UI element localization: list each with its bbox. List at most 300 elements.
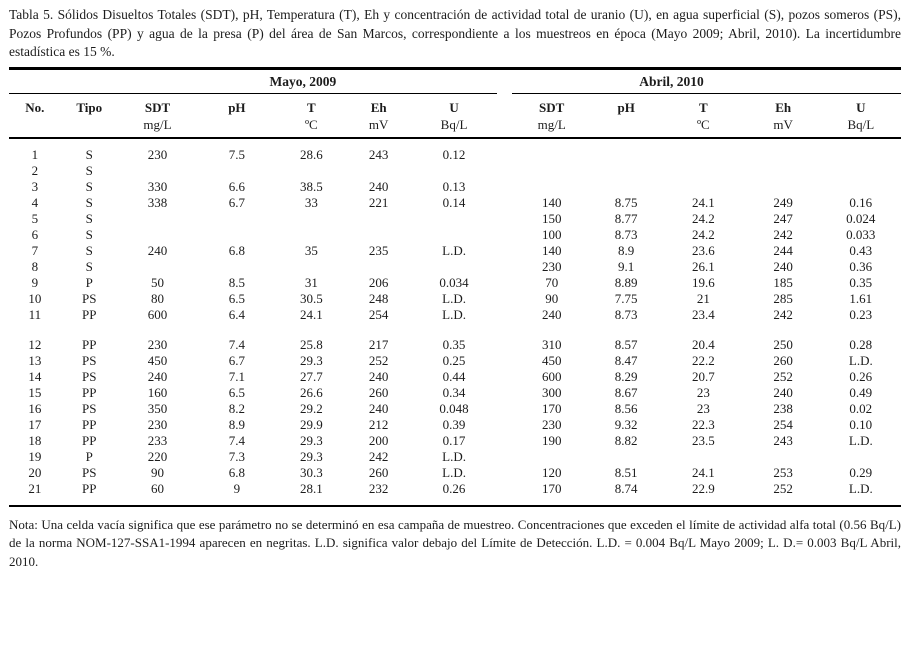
cell-tipo: PS	[82, 352, 97, 368]
cell-apr-sdt: 100	[541, 226, 562, 242]
cell-may-sdt: 350	[147, 400, 168, 416]
cell-may-ph: 6.6	[228, 178, 245, 194]
cell-may-t	[277, 211, 347, 227]
cell-may-eh	[346, 163, 411, 179]
cell-may-t: 29.9	[299, 416, 323, 432]
cell-apr-u: 1.61	[849, 290, 873, 306]
cell-may-t: 29.3	[299, 432, 323, 448]
cell-apr-u: L.D.	[848, 480, 873, 496]
cell-apr-t: 24.2	[691, 226, 715, 242]
col-unit: Bq/L	[847, 116, 875, 132]
col-unit	[9, 116, 61, 133]
cell-may-u: 0.12	[442, 146, 466, 162]
cell-may-u	[411, 259, 497, 275]
group-header-row	[9, 68, 901, 93]
cell-apr-t: 19.6	[691, 274, 715, 290]
cell-apr-t: 26.1	[691, 258, 715, 274]
cell-apr-u: 0.49	[849, 384, 873, 400]
table-row	[9, 163, 901, 179]
cell-tipo: PS	[82, 400, 97, 416]
col-header-apr-sdt	[512, 93, 591, 138]
cell-apr-sdt: 600	[541, 368, 562, 384]
cell-may-t: 35	[304, 242, 318, 258]
cell-apr-t: 20.4	[691, 336, 715, 352]
cell-apr-u	[821, 163, 901, 179]
col-label: Tipo	[76, 99, 103, 115]
cell-may-sdt: 233	[147, 432, 168, 448]
cell-no: 2	[31, 162, 39, 178]
cell-no: 3	[31, 178, 39, 194]
cell-apr-sdt: 170	[541, 480, 562, 496]
cell-may-eh: 240	[368, 400, 389, 416]
cell-tipo: S	[85, 178, 93, 194]
col-label: T	[698, 99, 708, 115]
cell-apr-sdt	[512, 163, 591, 179]
table-row	[9, 179, 901, 195]
cell-tipo: PP	[82, 480, 97, 496]
cell-apr-ph: 9.1	[618, 258, 635, 274]
cell-may-t: 33	[304, 194, 318, 210]
cell-may-eh: 254	[368, 306, 389, 322]
cell-apr-sdt	[512, 138, 591, 163]
cell-may-u	[411, 163, 497, 179]
col-header-gap	[497, 93, 512, 138]
cell-no: 14	[28, 368, 42, 384]
cell-may-sdt: 338	[147, 194, 168, 210]
cell-apr-t: 22.9	[691, 480, 715, 496]
col-label: pH	[228, 99, 246, 115]
table-row	[9, 323, 901, 353]
cell-apr-ph: 8.74	[614, 480, 638, 496]
cell-may-eh	[346, 227, 411, 243]
cell-gap	[497, 433, 512, 449]
cell-apr-eh	[746, 449, 821, 465]
col-header-apr-ph	[591, 93, 661, 138]
cell-apr-t: 22.3	[691, 416, 715, 432]
col-unit: ºC	[304, 116, 318, 132]
table-row	[9, 369, 901, 385]
cell-tipo: PP	[82, 336, 97, 352]
cell-may-ph: 8.5	[228, 274, 245, 290]
cell-may-sdt: 50	[151, 274, 164, 290]
col-header-may-t	[277, 93, 347, 138]
cell-apr-u: 0.43	[849, 242, 873, 258]
cell-apr-sdt: 450	[541, 352, 562, 368]
cell-apr-u: 0.26	[849, 368, 873, 384]
col-label: Eh	[370, 99, 387, 115]
group-header-gap	[497, 68, 512, 93]
cell-may-t: 24.1	[299, 306, 323, 322]
cell-tipo: S	[85, 226, 93, 242]
cell-apr-u: 0.10	[849, 416, 873, 432]
cell-may-eh: 232	[368, 480, 389, 496]
col-label: pH	[617, 99, 635, 115]
cell-tipo: PP	[82, 384, 97, 400]
cell-may-t: 29.3	[299, 352, 323, 368]
cell-may-t: 29.2	[299, 400, 323, 416]
cell-may-u: 0.13	[442, 178, 466, 194]
cell-gap	[497, 259, 512, 275]
cell-apr-sdt: 170	[541, 400, 562, 416]
cell-apr-u: 0.29	[849, 464, 873, 480]
cell-apr-eh: 185	[773, 274, 793, 290]
cell-apr-eh: 244	[773, 242, 793, 258]
data-table	[9, 67, 901, 507]
cell-no: 19	[28, 448, 42, 464]
group-header-abril-2010: Abril, 2010	[512, 68, 901, 93]
cell-apr-u: 0.033	[846, 226, 876, 242]
cell-no: 11	[28, 306, 42, 322]
cell-apr-ph: 8.29	[614, 368, 638, 384]
cell-may-t: 30.5	[299, 290, 323, 306]
cell-apr-t	[661, 179, 746, 195]
col-label: Eh	[775, 99, 792, 115]
cell-apr-ph	[591, 138, 661, 163]
cell-apr-eh: 254	[773, 416, 793, 432]
cell-gap	[497, 353, 512, 369]
cell-apr-t: 24.1	[691, 194, 715, 210]
cell-may-ph: 9	[233, 480, 241, 496]
cell-may-eh: 243	[368, 146, 389, 162]
cell-may-sdt: 60	[151, 480, 164, 496]
cell-may-t: 27.7	[299, 368, 323, 384]
cell-gap	[497, 417, 512, 433]
cell-apr-eh: 242	[773, 226, 793, 242]
cell-may-ph	[197, 227, 276, 243]
cell-may-sdt: 80	[151, 290, 164, 306]
cell-may-u: 0.44	[442, 368, 466, 384]
cell-no: 20	[28, 464, 42, 480]
cell-tipo: S	[85, 210, 93, 226]
cell-may-t: 29.3	[299, 448, 323, 464]
cell-apr-t: 23.5	[691, 432, 715, 448]
cell-apr-ph: 8.57	[614, 336, 638, 352]
cell-may-u	[411, 211, 497, 227]
cell-may-eh: 242	[368, 448, 389, 464]
cell-tipo: PP	[82, 306, 97, 322]
cell-tipo: PS	[82, 368, 97, 384]
cell-apr-eh: 240	[773, 258, 793, 274]
cell-may-u: L.D.	[442, 242, 466, 258]
cell-apr-u: 0.024	[846, 210, 876, 226]
cell-apr-eh: 252	[773, 368, 793, 384]
cell-may-u: L.D.	[442, 464, 466, 480]
cell-gap	[497, 465, 512, 481]
cell-no: 9	[31, 274, 39, 290]
cell-may-ph: 6.7	[228, 352, 245, 368]
cell-may-ph: 7.3	[228, 448, 245, 464]
cell-no: 4	[31, 194, 39, 210]
table-row	[9, 227, 901, 243]
cell-gap	[497, 275, 512, 291]
table-row	[9, 211, 901, 227]
cell-may-sdt: 600	[147, 306, 168, 322]
cell-may-sdt: 220	[147, 448, 168, 464]
cell-gap	[497, 243, 512, 259]
cell-may-t: 26.6	[299, 384, 323, 400]
cell-apr-ph: 8.56	[614, 400, 638, 416]
cell-gap	[497, 323, 512, 353]
column-header-row	[9, 93, 901, 138]
cell-may-ph: 6.4	[228, 306, 245, 322]
cell-may-ph: 6.8	[228, 242, 245, 258]
cell-no: 7	[31, 242, 39, 258]
col-header-may-sdt	[118, 93, 197, 138]
cell-apr-t: 23	[696, 384, 710, 400]
cell-gap	[497, 195, 512, 211]
cell-may-u: L.D.	[442, 306, 466, 322]
cell-apr-ph: 8.67	[614, 384, 638, 400]
cell-tipo: S	[85, 146, 93, 162]
cell-apr-eh: 242	[773, 306, 793, 322]
cell-no: 8	[31, 258, 39, 274]
cell-gap	[497, 211, 512, 227]
cell-apr-ph: 8.82	[614, 432, 638, 448]
cell-gap	[497, 163, 512, 179]
cell-apr-u	[821, 179, 901, 195]
cell-may-sdt: 450	[147, 352, 168, 368]
col-header-may-ph	[197, 93, 276, 138]
cell-apr-sdt: 90	[545, 290, 559, 306]
cell-apr-ph: 9.32	[614, 416, 638, 432]
cell-apr-sdt: 140	[541, 194, 562, 210]
cell-apr-eh	[746, 163, 821, 179]
table-row	[9, 259, 901, 275]
cell-may-u: 0.14	[442, 194, 466, 210]
cell-apr-t: 21	[696, 290, 710, 306]
col-label: U	[449, 99, 459, 115]
cell-may-sdt	[118, 163, 197, 179]
cell-apr-eh: 260	[773, 352, 793, 368]
cell-apr-eh	[746, 179, 821, 195]
cell-may-ph: 7.5	[228, 146, 245, 162]
cell-may-eh: 212	[368, 416, 389, 432]
cell-may-sdt: 90	[151, 464, 164, 480]
cell-apr-t	[661, 163, 746, 179]
table-row	[9, 385, 901, 401]
cell-may-ph: 7.1	[228, 368, 245, 384]
cell-apr-ph: 8.9	[618, 242, 635, 258]
cell-may-eh: 221	[368, 194, 389, 210]
cell-apr-ph: 8.89	[614, 274, 638, 290]
cell-may-ph	[197, 211, 276, 227]
cell-apr-u: 0.16	[849, 194, 873, 210]
cell-gap	[497, 369, 512, 385]
cell-apr-ph: 8.51	[614, 464, 638, 480]
col-header-apr-u	[821, 93, 901, 138]
cell-may-sdt: 240	[147, 368, 168, 384]
cell-apr-eh: 243	[773, 432, 793, 448]
cell-may-ph: 6.5	[228, 290, 245, 306]
table-row	[9, 401, 901, 417]
cell-apr-sdt: 310	[541, 336, 562, 352]
col-unit: mV	[773, 116, 793, 132]
cell-apr-t	[661, 449, 746, 465]
cell-apr-ph: 8.73	[614, 306, 638, 322]
cell-may-eh: 217	[368, 336, 389, 352]
cell-apr-ph: 8.75	[614, 194, 638, 210]
cell-may-u: 0.25	[442, 352, 466, 368]
cell-may-eh: 260	[368, 384, 389, 400]
table-row	[9, 433, 901, 449]
table-row	[9, 138, 901, 163]
cell-apr-u	[821, 449, 901, 465]
table-row	[9, 481, 901, 506]
col-unit	[591, 116, 661, 133]
cell-apr-sdt: 230	[541, 416, 562, 432]
cell-apr-ph: 7.75	[614, 290, 638, 306]
cell-tipo: S	[85, 242, 93, 258]
cell-tipo: S	[85, 258, 93, 274]
col-label: SDT	[144, 99, 171, 115]
cell-no: 10	[28, 290, 42, 306]
cell-apr-u: 0.28	[849, 336, 873, 352]
cell-apr-u: 0.02	[849, 400, 873, 416]
cell-no: 16	[28, 400, 42, 416]
cell-may-ph: 7.4	[228, 432, 245, 448]
cell-may-sdt: 230	[147, 146, 168, 162]
cell-no: 6	[31, 226, 39, 242]
cell-may-t: 28.1	[299, 480, 323, 496]
cell-gap	[497, 481, 512, 506]
table-caption: Tabla 5. Sólidos Disueltos Totales (SDT), pH, Temperatura (T), Eh y concentración de actividad total de uranio (U), en agua superficial (S), pozos someros (PS), Pozos Profundos (PP) y agua de la presa (P) del área de San Marcos, correspondiente a los muestreos en época (Mayo 2009; Abril, 2010). La incertidumbre estadística es 15 %.	[9, 7, 901, 59]
cell-tipo: PS	[82, 464, 97, 480]
table-row	[9, 417, 901, 433]
cell-apr-u: 0.23	[849, 306, 873, 322]
cell-gap	[497, 179, 512, 195]
cell-apr-u: 0.35	[849, 274, 873, 290]
cell-may-ph: 6.8	[228, 464, 245, 480]
table-row	[9, 291, 901, 307]
cell-may-u: 0.26	[442, 480, 466, 496]
cell-may-eh: 252	[368, 352, 389, 368]
col-unit: mV	[368, 116, 389, 132]
cell-apr-sdt: 230	[541, 258, 562, 274]
cell-apr-u: 0.36	[849, 258, 873, 274]
cell-apr-ph	[591, 449, 661, 465]
table-row	[9, 449, 901, 465]
cell-may-t: 28.6	[299, 146, 323, 162]
cell-apr-t: 23	[696, 400, 710, 416]
cell-may-u: L.D.	[442, 448, 466, 464]
cell-may-u: 0.39	[442, 416, 466, 432]
cell-may-sdt: 240	[147, 242, 168, 258]
cell-apr-t: 22.2	[691, 352, 715, 368]
cell-no: 17	[28, 416, 42, 432]
cell-apr-ph	[591, 179, 661, 195]
cell-apr-eh	[746, 138, 821, 163]
cell-tipo: S	[85, 194, 93, 210]
cell-apr-sdt: 300	[541, 384, 562, 400]
cell-apr-sdt: 190	[541, 432, 562, 448]
cell-may-ph: 7.4	[228, 336, 245, 352]
cell-may-sdt	[118, 227, 197, 243]
cell-tipo: PP	[82, 432, 97, 448]
cell-apr-u: L.D.	[848, 352, 873, 368]
cell-may-t: 38.5	[299, 178, 323, 194]
col-label: U	[856, 99, 866, 115]
cell-apr-sdt: 240	[541, 306, 562, 322]
cell-gap	[497, 385, 512, 401]
cell-apr-t: 23.6	[691, 242, 715, 258]
cell-may-u: 0.35	[442, 336, 466, 352]
cell-may-u: L.D.	[442, 290, 466, 306]
col-unit	[61, 116, 118, 133]
cell-apr-eh: 249	[773, 194, 793, 210]
table-row	[9, 353, 901, 369]
cell-apr-sdt: 120	[541, 464, 562, 480]
cell-apr-ph: 8.73	[614, 226, 638, 242]
cell-may-t	[277, 163, 347, 179]
cell-no: 1	[31, 146, 39, 162]
col-unit: ºC	[696, 116, 710, 132]
group-header-mayo-2009: Mayo, 2009	[9, 68, 497, 93]
cell-apr-ph	[591, 163, 661, 179]
cell-may-sdt: 230	[147, 416, 168, 432]
cell-tipo: PS	[82, 290, 97, 306]
cell-no: 18	[28, 432, 42, 448]
cell-may-eh: 235	[368, 242, 389, 258]
cell-tipo: S	[85, 162, 93, 178]
cell-apr-sdt: 140	[541, 242, 562, 258]
cell-may-eh: 260	[368, 464, 389, 480]
cell-gap	[497, 291, 512, 307]
cell-apr-t: 24.2	[691, 210, 715, 226]
cell-apr-eh: 238	[773, 400, 793, 416]
col-header-may-u	[411, 93, 497, 138]
cell-apr-sdt: 150	[541, 210, 562, 226]
cell-apr-ph: 8.47	[614, 352, 638, 368]
cell-may-u: 0.17	[442, 432, 466, 448]
col-unit	[197, 116, 276, 133]
cell-apr-eh: 253	[773, 464, 793, 480]
cell-may-sdt	[118, 259, 197, 275]
col-unit: Bq/L	[440, 116, 468, 132]
cell-apr-t: 24.1	[691, 464, 715, 480]
table-row	[9, 243, 901, 259]
table-row	[9, 307, 901, 323]
cell-apr-eh: 250	[773, 336, 793, 352]
cell-apr-t	[661, 138, 746, 163]
cell-no: 21	[28, 480, 42, 496]
col-header-apr-t	[661, 93, 746, 138]
cell-may-eh	[346, 211, 411, 227]
cell-may-eh: 240	[368, 368, 389, 384]
table-row	[9, 195, 901, 211]
cell-may-ph	[197, 259, 276, 275]
col-header-no	[9, 93, 61, 138]
cell-apr-sdt	[512, 179, 591, 195]
cell-no: 13	[28, 352, 42, 368]
cell-may-t: 31	[304, 274, 318, 290]
cell-apr-t: 23.4	[691, 306, 715, 322]
col-unit: mg/L	[143, 116, 172, 132]
cell-may-t: 25.8	[299, 336, 323, 352]
cell-no: 15	[28, 384, 42, 400]
col-label: SDT	[539, 99, 565, 115]
cell-no: 5	[31, 210, 39, 226]
cell-may-t	[277, 259, 347, 275]
cell-may-sdt	[118, 211, 197, 227]
table-row	[9, 465, 901, 481]
cell-tipo: P	[85, 448, 93, 464]
cell-apr-sdt: 70	[545, 274, 559, 290]
cell-gap	[497, 307, 512, 323]
cell-apr-ph: 8.77	[614, 210, 638, 226]
cell-tipo: PP	[82, 416, 97, 432]
cell-may-ph	[197, 163, 276, 179]
cell-may-ph: 6.7	[228, 194, 245, 210]
